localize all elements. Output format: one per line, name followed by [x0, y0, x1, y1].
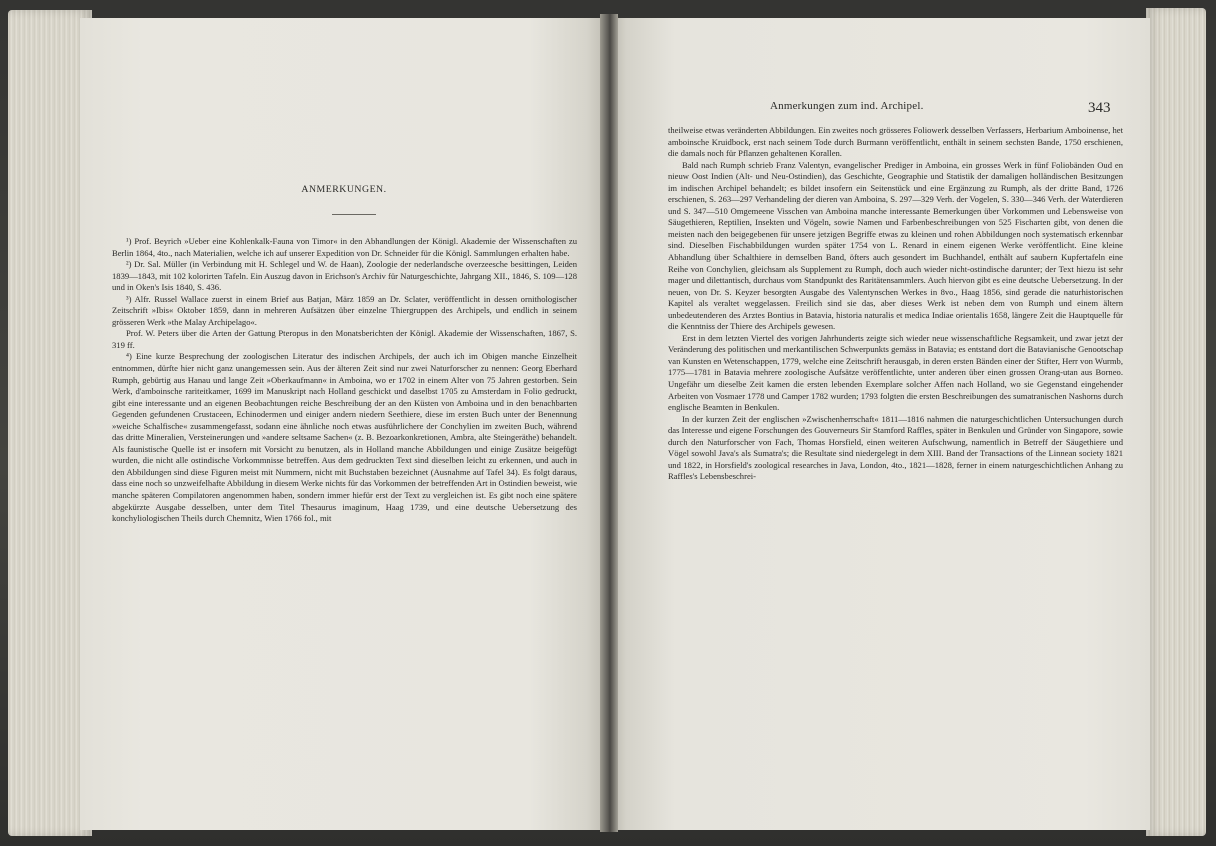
- footnote-4: ⁴) Eine kurze Besprechung der zoologischen Literatur des indischen Archipels, der auch ich im Obigen manche Einzelheit entnommen, dürfte hier nicht ganz unangemessen sein. Aus der älteren Zeit sind nur zwei Naturforscher zu nennen: Georg Eberhard Rumph, gebürtig aus Hanau und lange Zeit »Oberkaufmann« in Amboina, wo er 1702 in einem Alter von 75 Jahren gestorben. Sein Werk, d'amboinsche rariteitkamer, 1699 im Manuskript nach Holland geschickt und daselbst 1705 zu Amsterdam in Folio gedruckt, gibt eine interessante und an eigenen Beobachtungen reiche Beschreibung der an den Küsten von Amboina und in den benachbarten Gegenden gefundenen Crustaceen, Echinodermen und einiger andern niedern Seethiere, diese im ersten Buch unter der Benennung »weiche Schalfische« zusammengefasst, sodann eine ähnliche noch etwas ausführlichere der Conchylien im zweiten Buch, während das dritte Mineralien, Versteinerungen und »andere seltsame Sachen« (z. B. Bezoarkonkretionen, Ambra, alte Steingeräthe) behandelt. Als faunistische Quelle ist er insofern mit Vorsicht zu benutzen, als in Holland manche Abbildungen und einige Zusätze beigefügt wurden, die nicht alle ostindische Vorkommnisse betreffen. Aus dem gedruckten Text sind dieselben leicht zu erkennen, und auch in den Abbildungen sind diese Figuren meist mit Nummern, nicht mit Buchstaben bezeichnet (Ausnahme auf Tafel 34). Es folgt daraus, dass eine noch so unzweifelhafte Abbildung in diesem Werke nichts für das Vorkommen der betreffenden Art in Ostindien beweist, wie manche späteren Compilatoren angenommen haben, sondern immer hiefür erst der Text zu vergleichen ist. Es gibt noch eine spätere abgekürzte Ausgabe desselben, unter dem Titel Thesaurus imaginum, Haag 1739, und eine deutsche Uebersetzung des konchyliologischen Theils durch Chemnitz, Wien 1766 fol., mit: [112, 351, 578, 524]
- paragraph-continuation: theilweise etwas veränderten Abbildungen. Ein zweites noch grösseres Foliowerk desselben Verfassers, Herbarium Amboinense, het amboinsche Kruidbock, erst nach seinem Tode durch Burmann veröffentlicht, enthält in seinem sechsten Bande, 1750 erschienen, die damals noch für Pflanzen gehaltenen Korallen.: [668, 125, 1123, 159]
- running-head: Anmerkungen zum ind. Archipel.: [770, 100, 924, 112]
- page-number: 343: [1088, 100, 1111, 116]
- footnote-3-continued: Prof. W. Peters über die Arten der Gattung Pteropus in den Monatsberichten der Königl. Akademie der Wissenschaften, 1867, S. 319 ff.: [112, 328, 577, 350]
- paragraph-valentyn: Bald nach Rumph schrieb Franz Valentyn, evangelischer Prediger in Amboina, ein grosses Werk in fünf Foliobänden Oud en nieuw Oost Indien (Alt- und Neu-Ostindien), das Geschichte, Geographie und Statistik der damaligen holländischen Besitzungen im indischen Archipel behandelt; es bildet insofern ein Seitenstück und eine Ergänzung zu Rumph, als der dritte Band, 1726 erschienen, S. 263—297 Verhandeling der dieren van Amboina, S. 297—329 Verh. der Vogelen, S. 330—346 Verh. der Waterdieren und S. 347—510 Omgemeene Visschen van Amboina manche interessante Bemerkungen über Vorkommen und Lebensweise von Säugethieren, Reptilien, Insekten und Vögeln, sowie Namen und Farbenbeschreibungen von 525 Fischarten gibt, von denen die meisten nach den beigegebenen für unsere jetzigen Begriffe etwas zu kleinen und rohen Abbildungen noch systematisch erkennbar sind. Dieselben Fischabbildungen wurden später 1754 von L. Renard in einem eigenen Werke veröffentlicht. Eine kleine Abhandlung über Schalthiere in demselben Band, öfters auch gesondert im Buchhandel, enthält auf saubern Kupfertafeln eine Reihe von Conchylien, gleichsam als Supplement zu Rumph, doch auch wieder nicht-ostindische darunter; der Text hiezu ist sehr mager und dilettantisch, durchaus vom Standpunkt des Raritätensammlers. Auch hiervon gibt es eine deutsche Uebersetzung. In der neuen, von Dr. S. Keyzer besorgten Ausgabe des Valentynschen Werkes in 8vo., Haag 1856, sind gerade die naturhistorischen Kapitel als veraltet weggelassen. Freilich sind sie das, aber dieses Werk ist neben dem von Rumph und einem ältern unbedeutenderen des Arztes Bontius in Batavia, historia naturalis et medica Indiae orientalis 1658, längere Zeit die Hauptquelle für die Kenntniss der Thiere des Archipels gewesen.: [668, 159, 1123, 332]
- right-page-edges: [1146, 8, 1206, 836]
- paragraph-batavia: Erst in dem letzten Viertel des vorigen Jahrhunderts zeigte sich wieder neue wissenschaftliche Regsamkeit, und zwar jetzt der Veränderung des politischen und merkantilischen Schwerpunkts gemäss in Batavia; es entstand dort die Batavianische Genootschap van Kunsten en Wetenschappen, 1779, welche eine Zeitschrift herausgab, in deren ersten Bänden einer der Stifter, Herr von Wurmb, 1775—1781 in Batavia mehrere zoologische Aufsätze veröffentlichte, unter anderen über einen grossen Orang-utan aus Borneo. Ungefähr um dieselbe Zeit kamen die ersten lebenden Exemplare solcher Affen nach Holland, wo sie Gegenstand eingehender Arbeiten von Vosmaer 1778 und Camper 1782 wurden; 1793 folgten die ersten Beschreibungen des sumatranischen Nashorns durch englische Beamten in Benkulen.: [668, 332, 1123, 413]
- right-page-text: [668, 125, 1123, 483]
- footnote-3: ³) Alfr. Russel Wallace zuerst in einem Brief aus Batjan, März 1859 an Dr. Sclater, veröffentlicht in dessen ornithologischer Zeitschrift »Ibis« Oktober 1859, dann in mehreren Aufsätzen über einzelne Thiergruppen des Archipels, und endlich in seinem grösseren Werk »the Malay Archipelago«.: [112, 293, 577, 327]
- footnote-1: ¹) Prof. Beyrich »Ueber eine Kohlenkalk-Fauna von Timor« in den Abhandlungen der Königl. Akademie der Wissenschaften zu Berlin 1864, 4to., nach Materialien, welche ich auf unserer Expedition von Dr. Schneider für die Königl. Sammlungen erhalten habe.: [112, 236, 577, 258]
- left-page-text: [112, 236, 577, 525]
- section-heading: ANMERKUNGEN.: [301, 184, 387, 195]
- heading-rule: [332, 214, 376, 215]
- footnote-2: ²) Dr. Sal. Müller (in Verbindung mit H. Schlegel und W. de Haan), Zoologie der nederlandsche overzeesche besittingen, Leiden 1839—1843, mit 102 kolorirten Tafeln. Ein Auszug davon in Erichson's Archiv für Naturgeschichte, Jahrgang XII., 1846, S. 109—128 und in Oken's Isis 1840, S. 436.: [112, 259, 577, 293]
- paragraph-raffles: In der kurzen Zeit der englischen »Zwischenherrschaft« 1811—1816 nahmen die naturgeschichtlichen Untersuchungen durch das Interesse und eigene Forschungen des Gouverneurs Sir Stamford Raffles, später in Benkulen und Gründer von Singapore, sowie durch den Naturforscher von Fach, Thomas Horsfield, einen weiteren Aufschwung, namentlich in Betreff der Säugethiere und Vögel sowohl Java's als Sumatra's; die Resultate sind niedergelegt in dem XIII. Band der Transactions of the Linnean society 1821 und 1822, in Horsfield's zoological researches in Java, London, 4to., 1821—1828, ferner in einem naturgeschichtlichen Anhang zu Raffles's Lebensbeschrei-: [668, 413, 1123, 482]
- book-gutter: [600, 14, 618, 832]
